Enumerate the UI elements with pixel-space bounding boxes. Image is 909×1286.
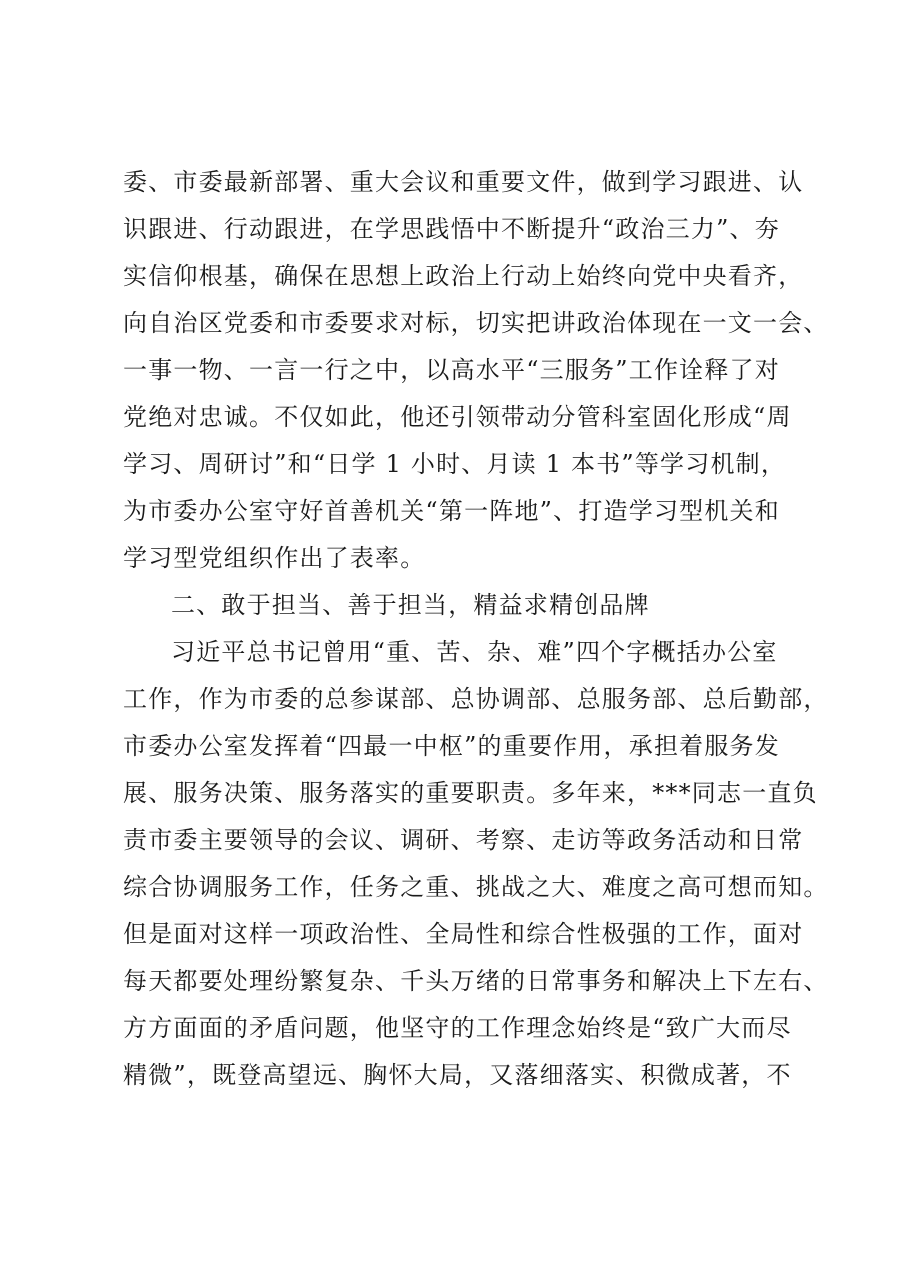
body-line: 为市委办公室守好首善机关“第一阵地”、打造学习型机关和 [123, 497, 780, 525]
body-line: 展、服务决策、服务落实的重要职责。多年来，***同志一直负 [123, 779, 818, 807]
body-line: 党绝对忠诚。不仅如此，他还引领带动分管科室固化形成“周 [123, 403, 792, 431]
body-line: 委、市委最新部署、重大会议和重要文件，做到学习跟进、认 [123, 168, 804, 196]
body-line: 责市委主要领导的会议、调研、考察、走访等政务活动和日常 [123, 826, 804, 854]
body-line: 学习、周研讨”和“日学 1 小时、月读 1 本书”等学习机制， [123, 450, 787, 478]
body-line: 每天都要处理纷繁复杂、千头万绪的日常事务和解决上下左右、 [123, 967, 829, 995]
body-line: 一事一物、一言一行之中，以高水平“三服务”工作诠释了对 [123, 356, 780, 384]
body-line: 精微”，既登高望远、胸怀大局，又落细落实、积微成著，不 [123, 1061, 792, 1089]
body-line: 习近平总书记曾用“重、苦、杂、难”四个字概括办公室 [171, 638, 778, 666]
body-line: 识跟进、行动跟进，在学思践悟中不断提升“政治三力”、夯 [123, 215, 780, 243]
body-line: 实信仰根基，确保在思想上政治上行动上始终向党中央看齐， [123, 262, 804, 290]
body-line: 学习型党组织作出了表率。 [123, 544, 426, 572]
body-line: 市委办公室发挥着“四最一中枢”的重要作用，承担着服务发 [123, 732, 780, 760]
section-heading: 二、敢于担当、善于担当，精益求精创品牌 [171, 591, 650, 619]
body-line: 向自治区党委和市委要求对标，切实把讲政治体现在一文一会、 [123, 309, 829, 337]
body-line: 工作，作为市委的总参谋部、总协调部、总服务部、总后勤部， [123, 685, 829, 713]
body-line: 综合协调服务工作，任务之重、挑战之大、难度之高可想而知。 [123, 873, 829, 901]
body-line: 但是面对这样一项政治性、全局性和综合性极强的工作，面对 [123, 920, 804, 948]
body-line: 方方面面的矛盾问题，他坚守的工作理念始终是“致广大而尽 [123, 1014, 792, 1042]
